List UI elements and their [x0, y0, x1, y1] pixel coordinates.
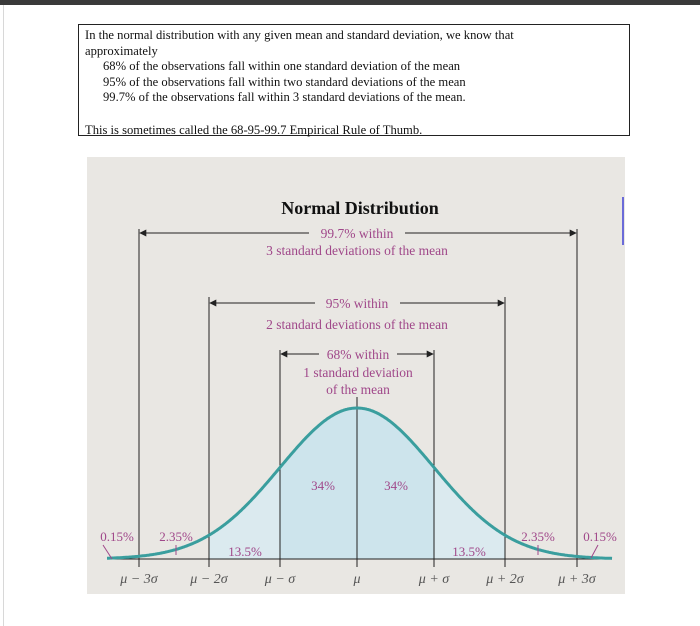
pct-34-right: 34% — [384, 478, 408, 493]
axis-label-plus-3sigma: μ + 3σ — [558, 572, 596, 587]
normal-distribution-figure — [87, 157, 625, 594]
pct-235-right: 2.35% — [521, 529, 555, 544]
scroll-marker — [622, 197, 624, 245]
label-68-desc-1: 1 standard deviation — [303, 365, 413, 380]
intro-line-2: approximately — [85, 43, 158, 58]
label-997-pct: 99.7% within — [320, 226, 394, 241]
pct-235-left: 2.35% — [159, 529, 193, 544]
pct-135-right: 13.5% — [452, 544, 486, 559]
intro-line-1: In the normal distribution with any given mean and standard deviation, we know that — [85, 28, 514, 42]
bullet-68: 68% of the observations fall within one standard deviation of the mean — [103, 59, 461, 74]
bullet-997: 99.7% of the observations fall within 3 standard deviations of the mean. — [103, 90, 466, 105]
pct-34-left: 34% — [311, 478, 335, 493]
empirical-rule-note: This is sometimes called the 68-95-99.7 Empirical Rule of Thumb. — [85, 123, 423, 137]
axis-label-plus-2sigma: μ + 2σ — [486, 572, 524, 587]
axis-label-minus-2sigma: μ − 2σ — [190, 572, 228, 587]
figure-svg — [87, 157, 625, 594]
axis-label-minus-sigma: μ − σ — [264, 572, 296, 587]
label-95-pct: 95% within — [325, 296, 389, 311]
intro-text-box — [78, 24, 630, 136]
pct-015-right: 0.15% — [583, 529, 617, 544]
pct-135-left: 13.5% — [228, 544, 262, 559]
figure-title: Normal Distribution — [281, 198, 439, 218]
label-997-desc: 3 standard deviations of the mean — [266, 243, 448, 258]
left-border — [3, 5, 4, 626]
axis-label-plus-sigma: μ + σ — [418, 572, 450, 587]
bullet-95: 95% of the observations fall within two standard deviations of the mean — [103, 74, 466, 89]
axis-label-minus-3sigma: μ − 3σ — [120, 572, 158, 587]
label-95-desc: 2 standard deviations of the mean — [266, 317, 448, 332]
pct-015-left: 0.15% — [100, 529, 134, 544]
top-bar — [0, 0, 700, 5]
label-68-desc-2: of the mean — [326, 382, 390, 397]
label-68-pct: 68% within — [326, 347, 390, 362]
axis-label-mean: μ — [353, 572, 361, 587]
